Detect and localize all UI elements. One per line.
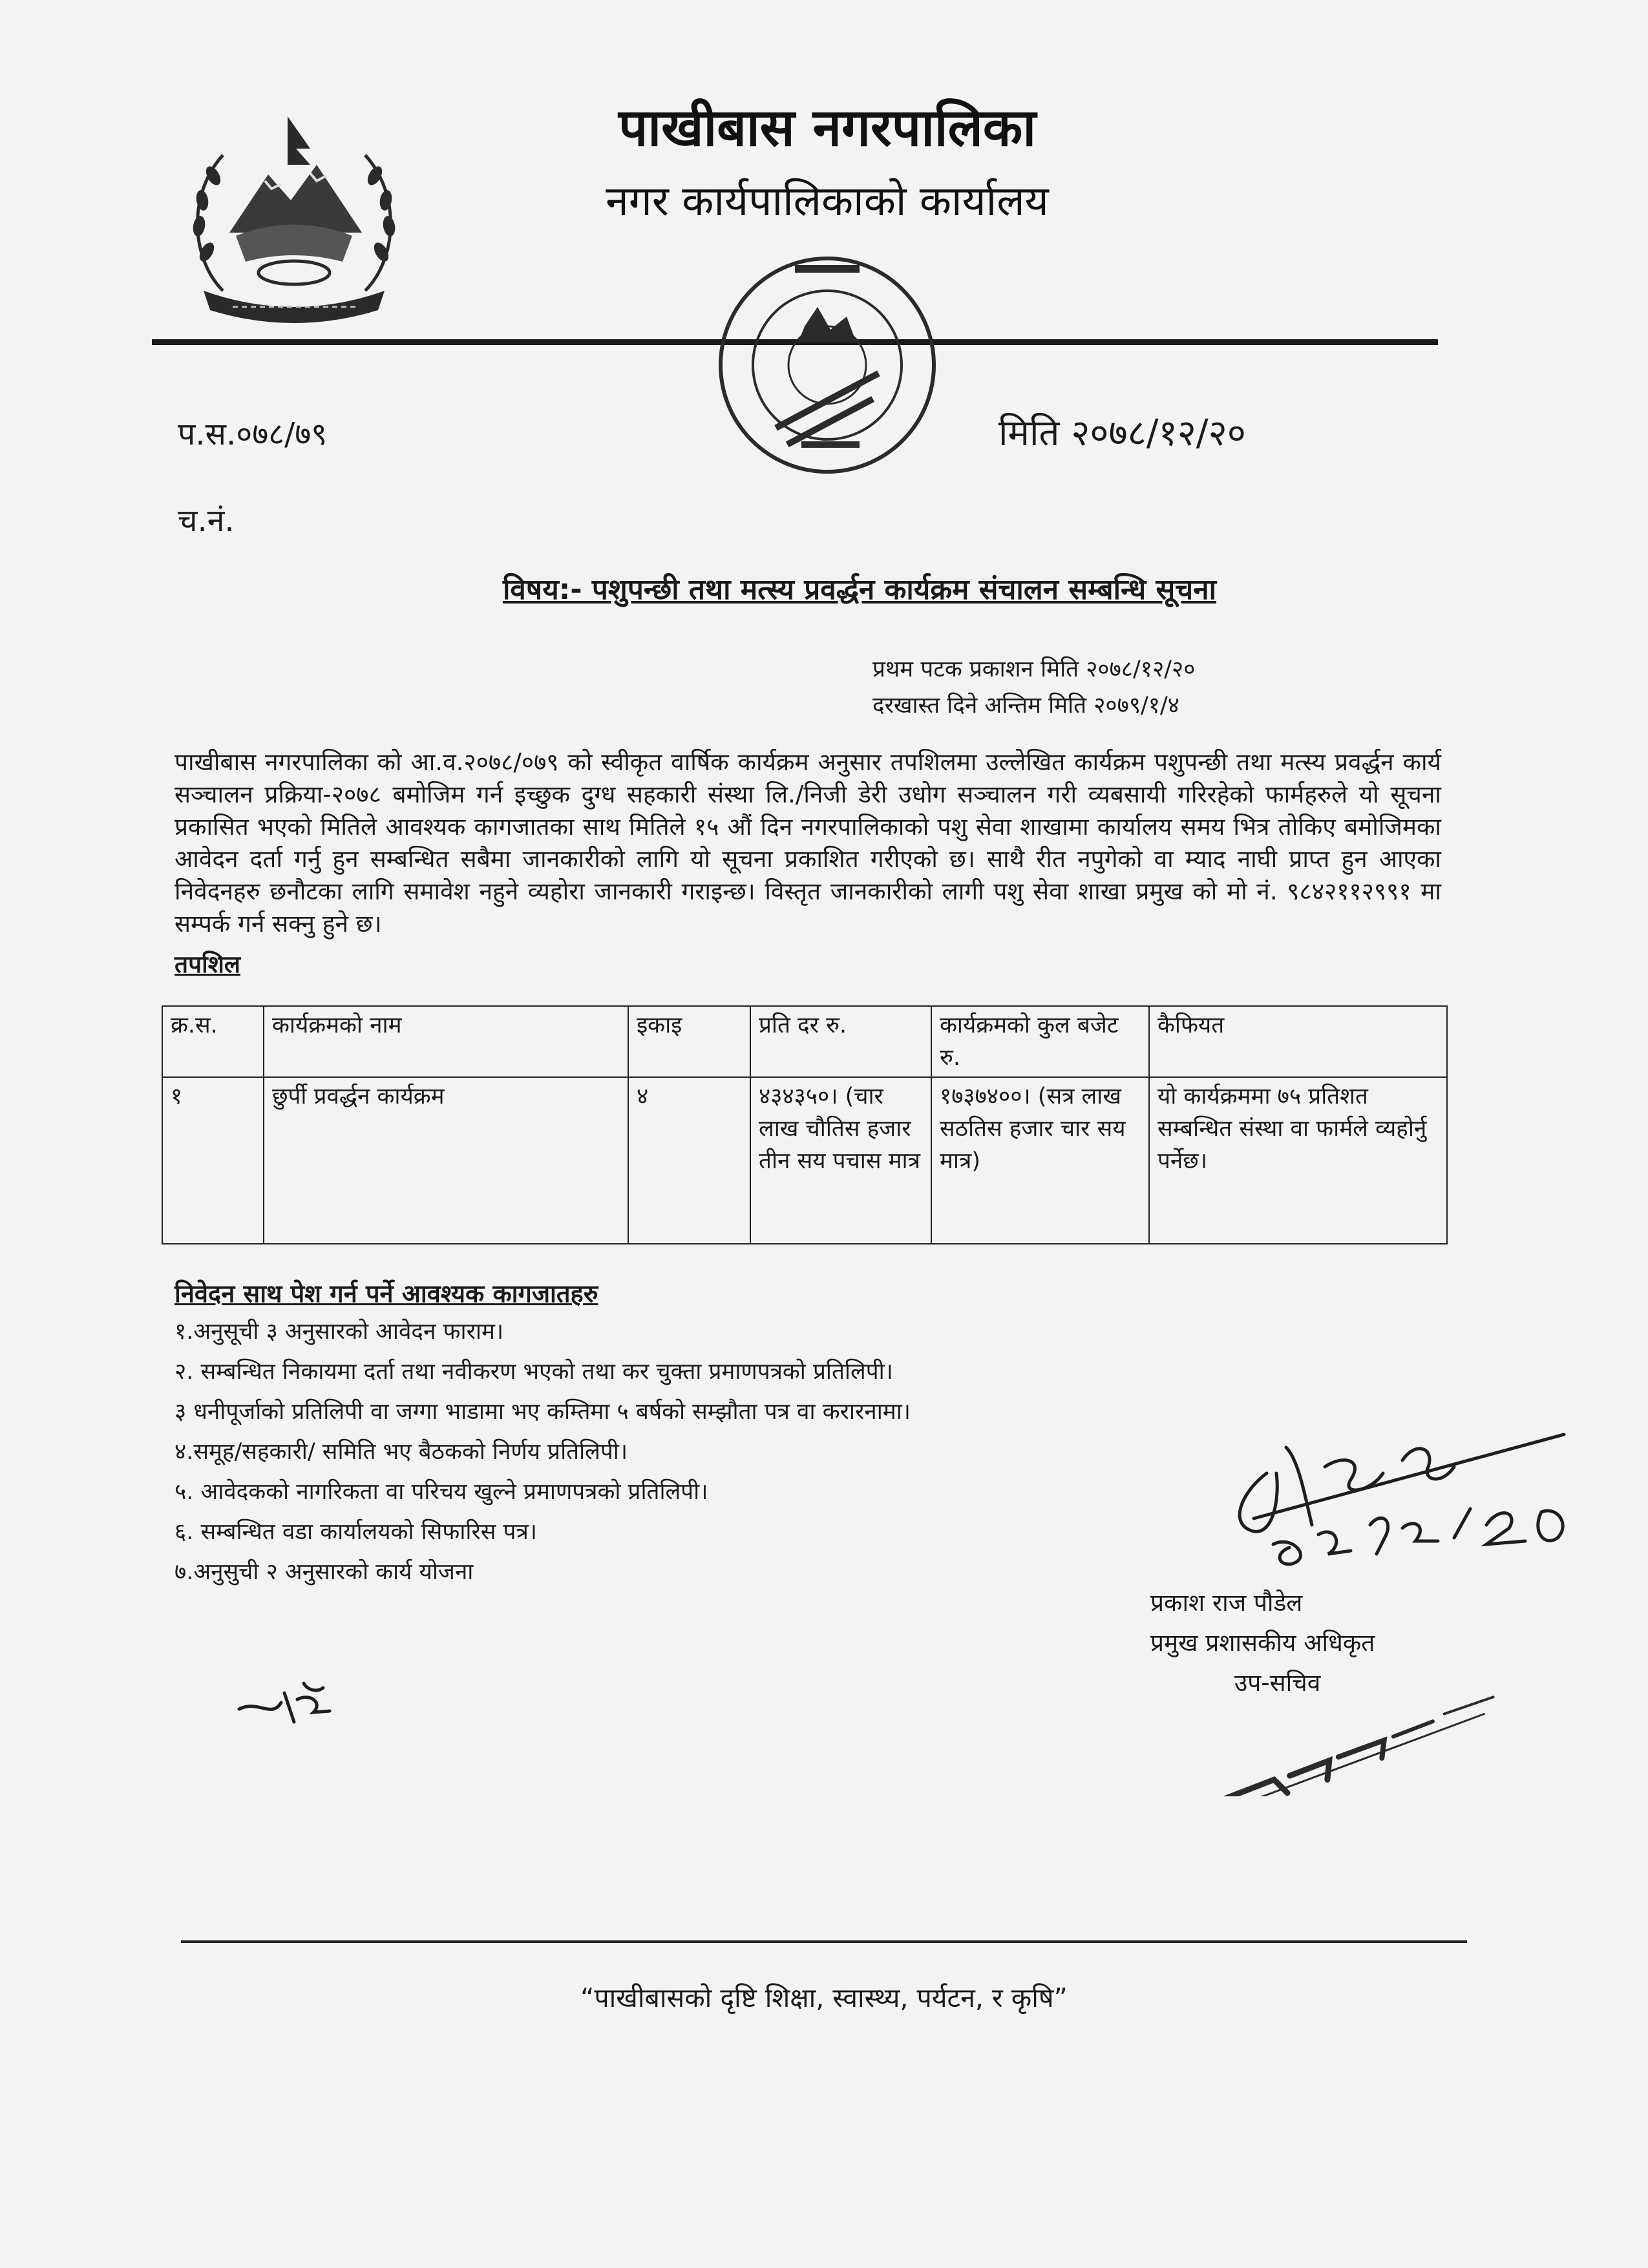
list-item: ४.समूह/सहकारी/ समिति भए बैठकको निर्णय प्रतिलिपी। bbox=[174, 1439, 628, 1465]
list-item: ६. सम्बन्धित वडा कार्यालयको सिफारिस पत्र। bbox=[174, 1519, 538, 1545]
column-header: प्रति दर रु. bbox=[750, 1006, 931, 1077]
notice-body: पाखीबास नगरपालिका को आ.व.२०७८/०७९ को स्वीकृत वार्षिक कार्यक्रम अनुसार तपशिलमा उल्लेखित कार्यक्रम पशुपन्छी तथा मत्स्य प्रवर्द्धन कार्य सञ्चालन प्रक्रिया-२०७८ बमोजिम गर्न इच्छुक दुग्ध सहकारी संस्था लि./निजी डेरी उधोग सञ्चालन गरी व्यबसायी गरिरहेको फार्महरुले यो सूचना प्रकासित भएको मितिले आवश्यक कागजातका साथ मितिले १५ औं दिन नगरपालिकाको पशु सेवा शाखामा कार्यालय समय भित्र तोकिए बमोजिमका आवेदन दर्ता गर्नु हुन सम्बन्धित सबैमा जानकारीको लागि यो सूचना प्रकाशित गरीएको छ। साथै रीत नपुगेको वा म्याद नाघी प्राप्त हुन आएका निवेदनहरु छनौटका लागि समावेश नहुने व्यहोरा जानकारी गराइन्छ। विस्तृत जानकारीको लागी पशु सेवा शाखा प्रमुख को मो नं. ९८४२११२९९१ मा सम्पर्क गर्न सक्नु हुने छ। bbox=[174, 748, 1441, 938]
letter-date: मिति २०७८/१२/२० bbox=[998, 412, 1246, 454]
list-item: ७.अनुसुची २ अनुसारको कार्य योजना bbox=[174, 1559, 474, 1585]
footer-motto: “पाखीबासको दृष्टि शिक्षा, स्वास्थ्य, पर्यटन, र कृषि” bbox=[580, 1982, 1068, 2013]
column-header: क्र.स. bbox=[162, 1006, 264, 1077]
table-cell: छुर्पी प्रवर्द्धन कार्यक्रम bbox=[264, 1077, 628, 1244]
nepal-emblem-logo bbox=[178, 103, 410, 336]
program-table bbox=[162, 1005, 1448, 1244]
chalani-number: च.नं. bbox=[178, 503, 235, 539]
table-label: तपशिल bbox=[174, 950, 240, 978]
official-stamp bbox=[1209, 1628, 1506, 1796]
documents-list bbox=[174, 1312, 1144, 1592]
signatory-post: प्रमुख प्रशासकीय अधिकृत bbox=[1150, 1629, 1375, 1657]
column-header: इकाइ bbox=[628, 1006, 750, 1077]
handwritten-signature bbox=[1215, 1422, 1577, 1570]
list-item: ३ धनीपूर्जाको प्रतिलिपी वा जग्गा भाडामा भए कम्तिमा ५ बर्षको सम्झौता पत्र वा करारनामा। bbox=[174, 1399, 911, 1425]
list-item: २. सम्बन्धित निकायमा दर्ता तथा नवीकरण भएको तथा कर चुक्ता प्रमाणपत्रको प्रतिलिपी। bbox=[174, 1359, 893, 1385]
signatory-name: प्रकाश राज पौडेल bbox=[1150, 1589, 1303, 1617]
municipality-title: पाखीबास नगरपालिका bbox=[618, 98, 1037, 158]
column-header: कार्यक्रमको नाम bbox=[264, 1006, 628, 1077]
office-title: नगर कार्यपालिकाको कार्यालय bbox=[606, 178, 1049, 226]
table-header-row bbox=[162, 1006, 1447, 1077]
list-item: १.अनुसूची ३ अनुसारको आवेदन फाराम। bbox=[174, 1319, 504, 1345]
column-header: कार्यक्रमको कुल बजेट रु. bbox=[931, 1006, 1149, 1077]
table-cell: १ bbox=[162, 1077, 264, 1244]
table-cell: यो कार्यक्रममा ७५ प्रतिशत सम्बन्धित संस्था वा फार्मले व्यहोर्नु पर्नेछ। bbox=[1149, 1077, 1447, 1244]
reference-number: प.स.०७८/७९ bbox=[178, 416, 328, 452]
first-publish-date: प्रथम पटक प्रकाशन मिति २०७८/१२/२० bbox=[872, 656, 1196, 682]
subject-line: विषय:- पशुपन्छी तथा मत्स्य प्रवर्द्धन कार्यक्रम संचालन सम्बन्धि सूचना bbox=[502, 573, 1217, 606]
last-apply-date: दरखास्त दिने अन्तिम मिति २०७९/१/४ bbox=[872, 693, 1179, 719]
table-cell: ४ bbox=[628, 1077, 750, 1244]
initial-signature bbox=[233, 1674, 336, 1732]
office-seal-stamp bbox=[692, 236, 963, 494]
table-cell: १७३७४००। (सत्र लाख सठतिस हजार चार सय मात्र) bbox=[931, 1077, 1149, 1244]
table-cell: ४३४३५०। (चार लाख चौतिस हजार तीन सय पचास मात्र bbox=[750, 1077, 931, 1244]
table-row bbox=[162, 1077, 1447, 1244]
footer-divider bbox=[181, 1940, 1467, 1943]
list-item: ५. आवेदकको नागरिकता वा परिचय खुल्ने प्रमाणपत्रको प्रतिलिपी। bbox=[174, 1479, 708, 1505]
signatory-rank: उप-सचिव bbox=[1234, 1669, 1321, 1697]
column-header: कैफियत bbox=[1149, 1006, 1447, 1077]
documents-title: निवेदन साथ पेश गर्न पर्ने आवश्यक कागजातहरु bbox=[174, 1279, 598, 1308]
publication-dates bbox=[872, 651, 1419, 724]
